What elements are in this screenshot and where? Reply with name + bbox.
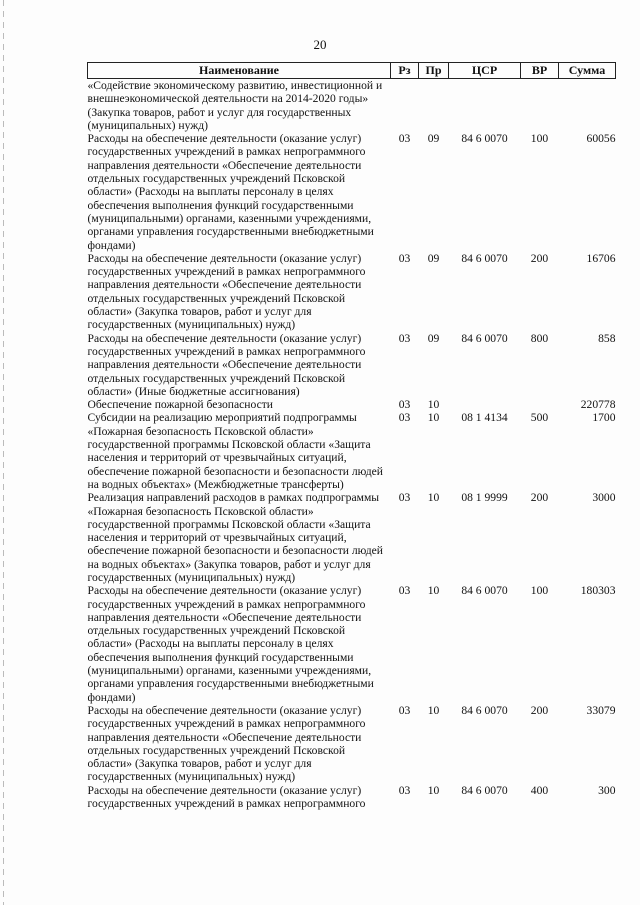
row-vr: 500 [530,411,549,425]
row-rz: 03 [398,132,411,146]
row-pr: 10 [427,783,440,797]
row-name: Расходы на обеспечение деятельности (оказание услуг) государственных учреждений в рамках непрограммного [87,783,366,811]
row-name: Расходы на обеспечение деятельности (оказание услуг) государственных учреждений в рамках непрограммного направления деятельности «Обеспечение деятельности отдельных государственных учреждений Псковской области» (Расходы на выплаты персоналу в целях обеспечения выполнения функций государственными (муниципальными) органами, казенными учреждениями, органами управления государственными внебюджетными фондами) [87,132,374,252]
row-name: Расходы на обеспечение деятельности (оказание услуг) государственных учреждений в рамках непрограммного направления деятельности «Обеспечение деятельности отдельных государственных учреждений Псковской области» (Закупка товаров, работ и услуг для государственных (муниципальных) нужд) [87,703,366,784]
row-sum: 33079 [586,703,616,717]
row-rz: 03 [398,783,411,797]
row-sum: 60056 [586,132,616,146]
header-sum: Сумма [559,63,616,79]
row-sum: 300 [598,783,616,797]
row-name: Расходы на обеспечение деятельности (оказание услуг) государственных учреждений в рамках непрограммного направления деятельности «Обеспечение деятельности отдельных государственных учреждений Псковской области» (Закупка товаров, работ и услуг для государственных (муниципальных) нужд) [87,251,366,332]
table-row [88,398,616,411]
row-csr: 84 6 0070 [461,584,508,598]
row-sum: 220778 [580,398,616,412]
row-rz: 03 [398,331,411,345]
table-row [88,491,616,584]
row-rz: 03 [398,491,411,505]
row-sum: 3000 [592,491,616,505]
page-number: 20 [313,37,327,52]
row-sum: 16706 [586,251,616,265]
row-pr: 10 [427,491,440,505]
row-vr: 200 [530,491,549,505]
row-vr: 400 [530,783,549,797]
row-csr: 08 1 9999 [461,491,508,505]
table-row [88,132,616,252]
row-sum: 180303 [580,584,616,598]
row-vr: 200 [530,703,549,717]
table-row [88,332,616,398]
row-pr [419,79,449,133]
table-row [88,411,616,491]
header-vr: ВР [521,63,559,79]
row-name: Субсидии на реализацию мероприятий подпрограммы «Пожарная безопасность Псковской области» государственной программы Псковской области «Защита населения и территорий от чрезвычайных ситуаций, обеспечение пожарной безопасности и безопасности людей на водных объектах» (Межбюджетные трансферты) [87,411,383,491]
row-vr: 800 [530,331,549,345]
row-pr: 09 [427,251,440,265]
row-sum: 858 [598,331,616,345]
table-row [88,584,616,704]
table-row [88,252,616,332]
header-rz: Рз [391,63,419,79]
row-csr: 84 6 0070 [461,251,508,265]
row-pr: 10 [427,703,440,717]
table-row [88,704,616,784]
table-header-row [88,63,616,79]
row-vr [521,398,559,411]
row-pr: 10 [427,411,440,425]
row-csr: 84 6 0070 [461,132,508,146]
row-pr: 09 [427,331,440,345]
table-row [88,79,616,133]
row-csr: 84 6 0070 [461,783,508,797]
row-vr: 100 [530,584,549,598]
row-csr [449,398,521,411]
row-csr: 84 6 0070 [461,703,508,717]
row-rz: 03 [398,411,411,425]
row-sum [559,79,616,133]
budget-table [87,62,616,810]
row-pr: 10 [427,398,440,412]
row-name: «Содействие экономическому развитию, инвестиционной и внешнеэкономической деятельности на 2014-2020 годы» (Закупка товаров, работ и услуг для государственных (муниципальных) нужд) [87,79,383,132]
row-rz: 03 [398,584,411,598]
row-rz: 03 [398,251,411,265]
header-csr: ЦСР [449,63,521,79]
row-name: Расходы на обеспечение деятельности (оказание услуг) государственных учреждений в рамках непрограммного направления деятельности «Обеспечение деятельности отдельных государственных учреждений Псковской области» (Иные бюджетные ассигнования) [87,331,366,398]
scan-edge-artifact [3,0,4,905]
row-name: Обеспечение пожарной безопасности [87,398,274,412]
row-csr [449,79,521,133]
row-sum: 1700 [592,411,616,425]
row-rz [391,79,419,133]
row-pr: 09 [427,132,440,146]
row-vr: 200 [530,251,549,265]
row-vr: 100 [530,132,549,146]
row-name: Реализация направлений расходов в рамках подпрограммы «Пожарная безопасность Псковской области» государственной программы Псковской области «Защита населения и территорий от чрезвычайных ситуаций, обеспечение пожарной безопасности и безопасности людей на водных объектах» (Закупка товаров, работ и услуг для государственных (муниципальных) нужд) [87,491,383,584]
header-name: Наименование [88,63,391,79]
row-name: Расходы на обеспечение деятельности (оказание услуг) государственных учреждений в рамках непрограммного направления деятельности «Обеспечение деятельности отдельных государственных учреждений Псковской области» (Расходы на выплаты персоналу в целях обеспечения выполнения функций государственными (муниципальными) органами, казенными учреждениями, органами управления государственными внебюджетными фондами) [87,584,374,704]
row-rz: 03 [398,398,411,412]
row-pr: 10 [427,584,440,598]
table-row [88,784,616,811]
row-rz: 03 [398,703,411,717]
row-csr: 84 6 0070 [461,331,508,345]
row-csr: 08 1 4134 [461,411,508,425]
header-pr: Пр [419,63,449,79]
row-vr [521,79,559,133]
